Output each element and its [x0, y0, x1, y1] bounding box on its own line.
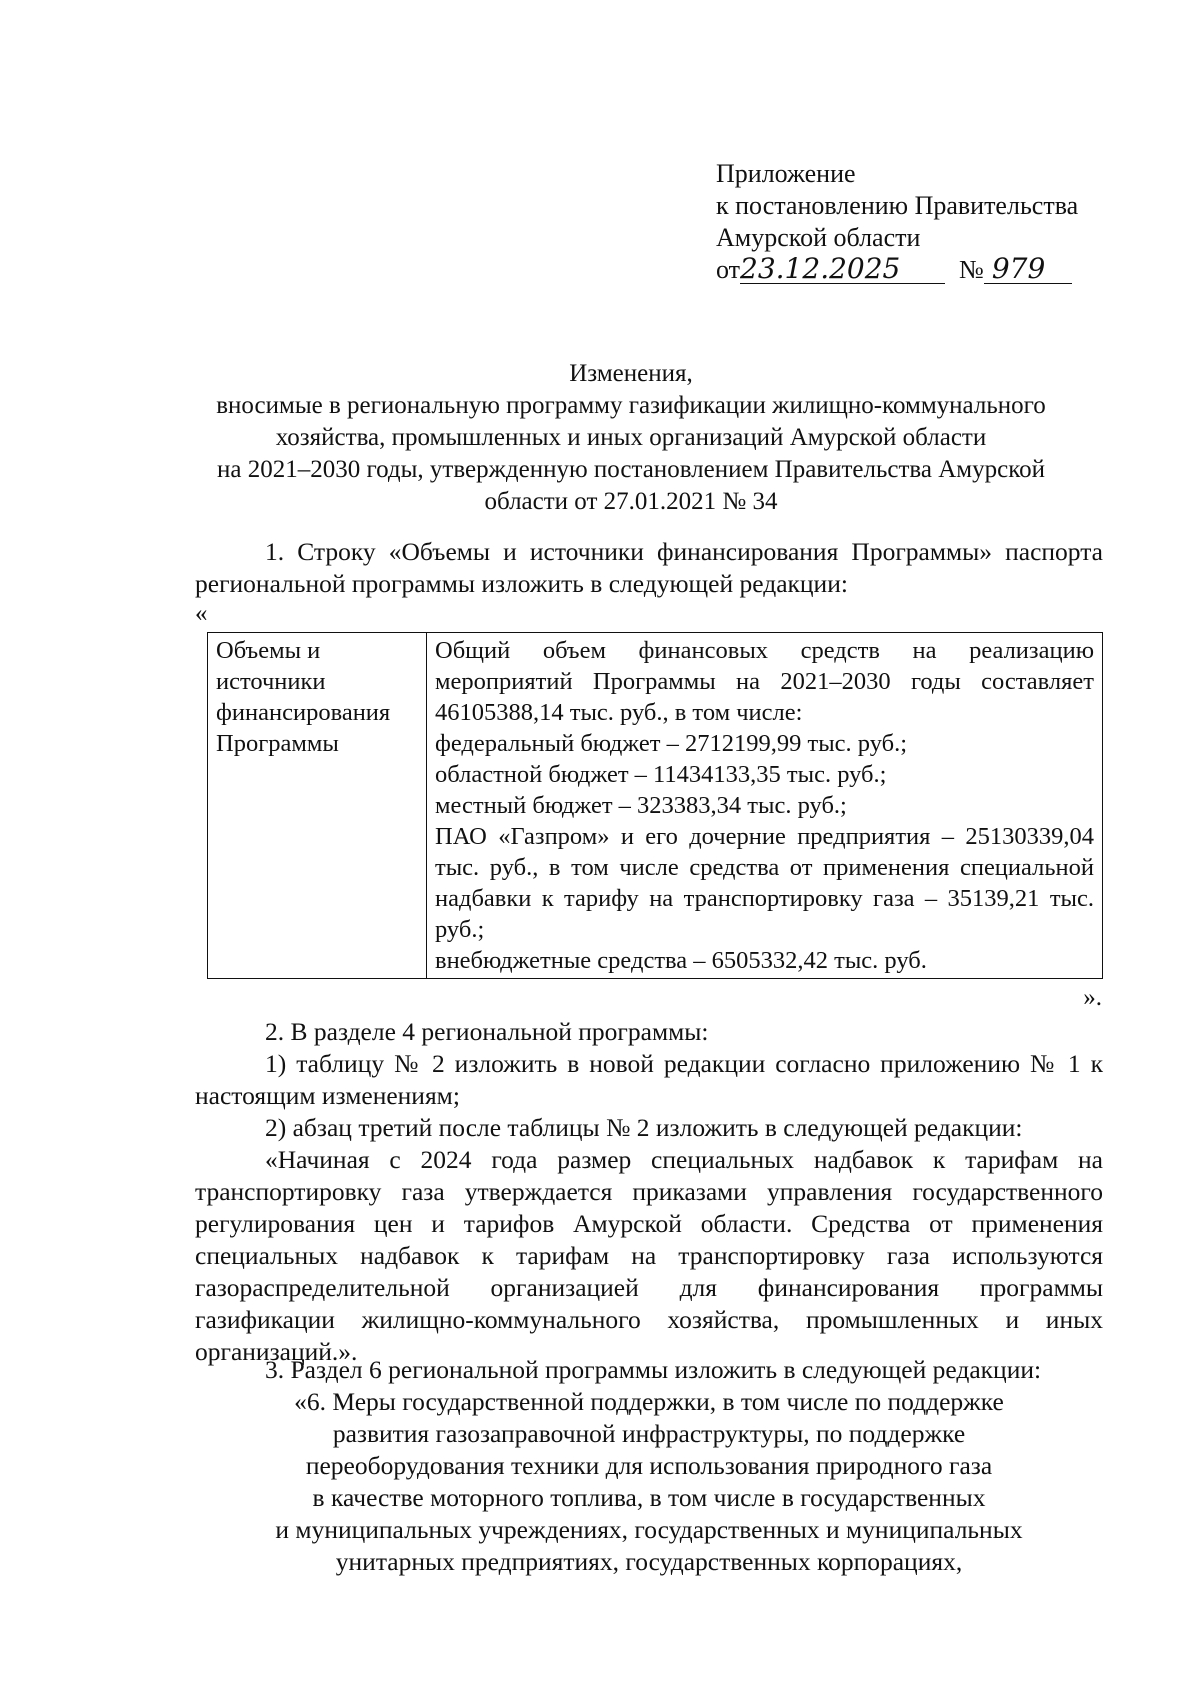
annex-line-2: к постановлению Правительства — [716, 191, 1079, 220]
title-line-2: хозяйства, промышленных и иных организаций Амурской области — [275, 424, 987, 451]
title-line-1: вносимые в региональную программу газификации жилищно-коммунального — [216, 392, 1046, 419]
section-6-line-1: «6. Меры государственной поддержки, в том числе по поддержке — [294, 1387, 1004, 1416]
financing-table — [207, 632, 1103, 979]
title-heading: Изменения, — [569, 360, 693, 387]
item-1-paragraph: 1. Строку «Объемы и источники финансирования Программы» паспорта региональной программы изложить в следующей редакции: — [195, 537, 1103, 598]
section-6-line-5: и муниципальных учреждениях, государственных и муниципальных — [275, 1515, 1023, 1544]
item-2-paragraph: 2. В разделе 4 региональной программы: — [265, 1017, 709, 1046]
table-row — [208, 633, 1103, 979]
section-6-heading — [195, 1386, 1103, 1578]
annex-line-1: Приложение — [716, 159, 856, 188]
table-right-cell — [427, 633, 1103, 979]
table-left-cell: Объемы и источники финансирования Программы — [208, 633, 427, 979]
annex-date-number-line — [716, 254, 1078, 286]
item-2-2-text: «Начиная с 2024 года размер специальных надбавок к тарифам на транспортировку газа утверждается приказами управления государственного регулирования цен и тарифов Амурской области. Средства от применения специальных надбавок к тарифам на транспортировку газа используются газораспределительной организацией для финансирования программы газификации жилищно-коммунального хозяйства, промышленных и иных организаций.». — [195, 1145, 1103, 1366]
title-line-3: на 2021–2030 годы, утвержденную постановлением Правительства Амурской — [217, 456, 1045, 483]
item-3-paragraph: 3. Раздел 6 региональной программы изложить в следующей редакции: — [265, 1355, 1042, 1384]
section-6-line-4: в качестве моторного топлива, в том числе в государственных — [312, 1483, 986, 1512]
document-title — [150, 358, 1112, 518]
quote-open: « — [195, 600, 208, 627]
financing-local: местный бюджет – 323383,34 тыс. руб.; — [435, 792, 847, 819]
financing-total: Общий объем финансовых средств на реализацию мероприятий Программы на 2021–2030 годы составляет 46105388,14 тыс. руб., в том числе: — [435, 637, 1094, 726]
annex-header — [716, 158, 1078, 286]
title-line-4: области от 27.01.2021 № 34 — [484, 488, 778, 515]
number-prefix: № — [959, 255, 984, 284]
section-6-line-6: унитарных предприятиях, государственных корпорациях, — [335, 1547, 963, 1576]
financing-federal: федеральный бюджет – 2712199,99 тыс. руб.; — [435, 730, 908, 757]
handwritten-number: 979 — [984, 255, 1072, 284]
quote-close: ». — [1083, 984, 1102, 1011]
item-2-2-paragraph: 2) абзац третий после таблицы № 2 изложить в следующей редакции: — [265, 1113, 1023, 1142]
annex-line-3: Амурской области — [716, 223, 921, 252]
handwritten-date: 23.12.2025 — [740, 255, 945, 284]
financing-regional: областной бюджет – 11434133,35 тыс. руб.; — [435, 761, 887, 788]
section-6-line-3: переоборудования техники для использования природного газа — [305, 1451, 993, 1480]
date-prefix: от — [716, 255, 741, 284]
item-2-1-paragraph: 1) таблицу № 2 изложить в новой редакции согласно приложению № 1 к настоящим изменениям; — [195, 1049, 1103, 1110]
section-6-line-2: развития газозаправочной инфраструктуры, по поддержке — [332, 1419, 966, 1448]
financing-gazprom: ПАО «Газпром» и его дочерние предприятия – 25130339,04 тыс. руб., в том числе средства от применения специальной надбавки к тарифу на транспортировку газа – 35139,21 тыс. руб.; — [435, 823, 1094, 943]
financing-extrabudgetary: внебюджетные средства – 6505332,42 тыс. руб. — [435, 947, 927, 974]
